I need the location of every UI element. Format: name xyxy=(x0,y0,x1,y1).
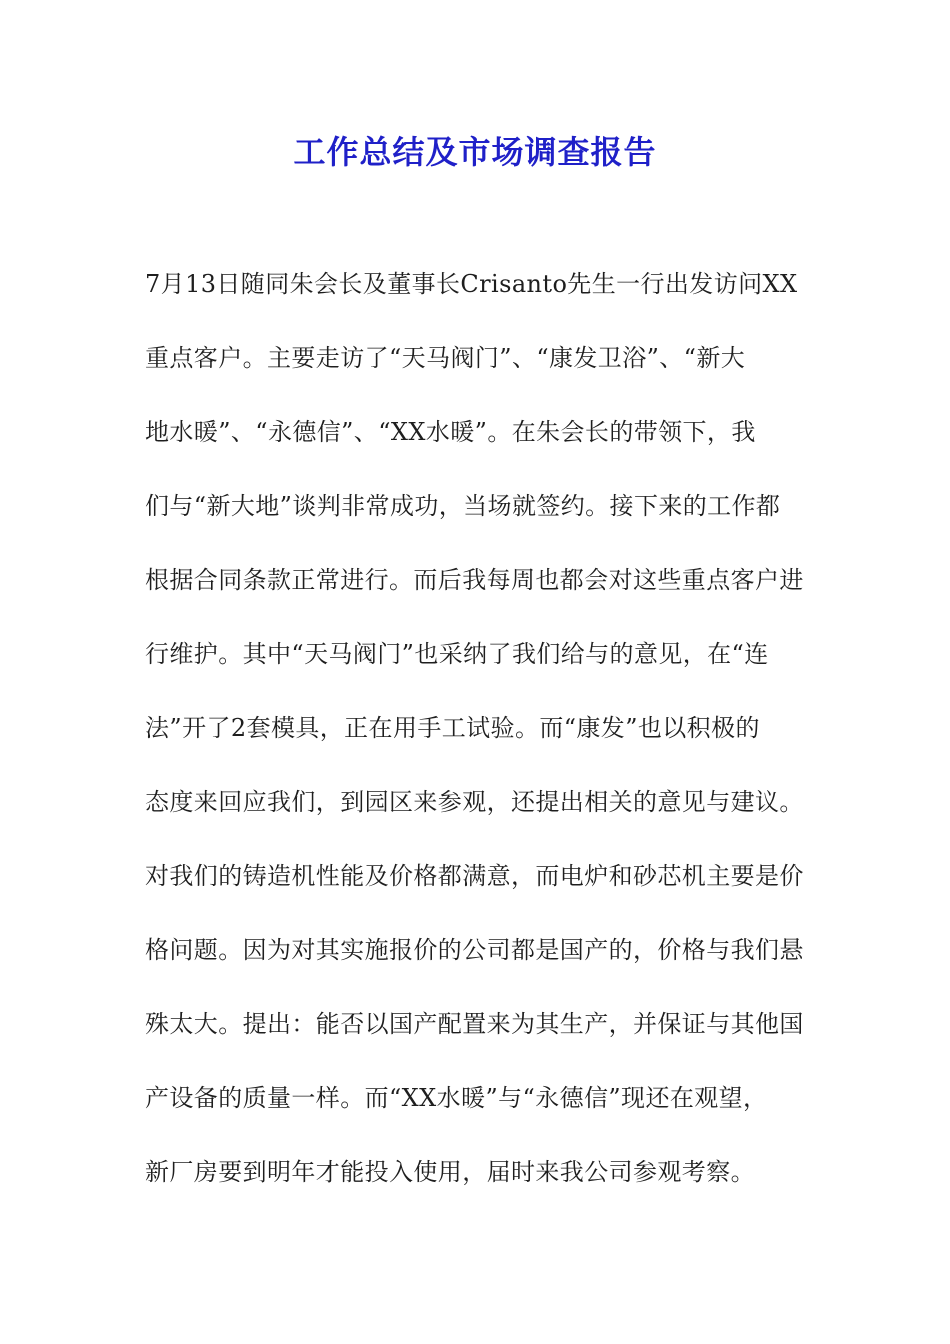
report-body xyxy=(145,260,810,1222)
body-line-9: 对我们的铸造机性能及价格都满意，而电炉和砂芯机主要是价 xyxy=(145,862,804,890)
body-line-5: 根据合同条款正常进行。而后我每周也都会对这些重点客户进 xyxy=(145,566,804,594)
body-line-1: 7月13日随同朱会长及董事长Crisanto先生一行出发访问XX xyxy=(145,270,798,298)
body-line-7: 法”开了2套模具，正在用手工试验。而“康发”也以积极的 xyxy=(145,714,760,742)
page-title: 工作总结及市场调查报告 xyxy=(293,133,657,171)
body-line-13: 新厂房要到明年才能投入使用，届时来我公司参观考察。 xyxy=(145,1158,755,1186)
body-line-6: 行维护。其中“天马阀门”也采纳了我们给与的意见，在“连 xyxy=(145,640,769,668)
body-line-11: 殊太大。提出：能否以国产配置来为其生产，并保证与其他国 xyxy=(145,1010,804,1038)
body-line-10: 格问题。因为对其实施报价的公司都是国产的，价格与我们悬 xyxy=(145,936,804,964)
body-line-12: 产设备的质量一样。而“XX水暖”与“永德信”现还在观望， xyxy=(145,1084,768,1112)
body-line-8: 态度来回应我们，到园区来参观，还提出相关的意见与建议。 xyxy=(145,788,804,816)
body-line-3: 地水暖”、“永德信”、“XX水暖”。在朱会长的带领下，我 xyxy=(145,418,756,446)
body-line-2: 重点客户。主要走访了“天马阀门”、“康发卫浴”、“新大 xyxy=(145,344,746,372)
body-line-4: 们与“新大地”谈判非常成功，当场就签约。接下来的工作都 xyxy=(145,492,781,520)
